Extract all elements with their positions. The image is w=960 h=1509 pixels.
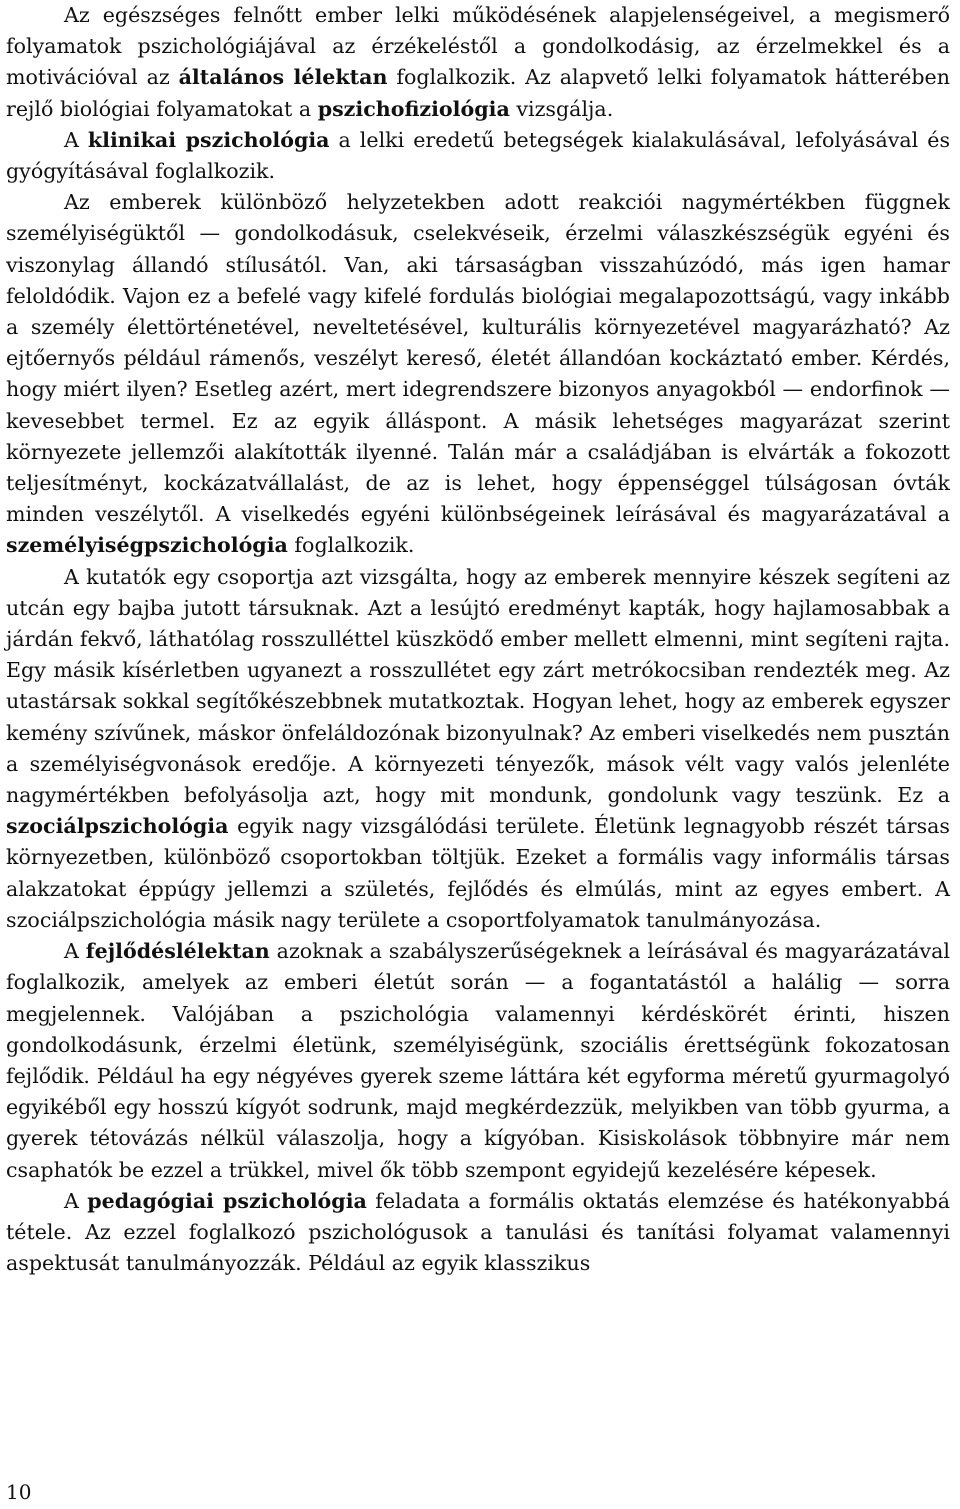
text-run: a lelki eredetű betegségek kialakulásával, lefolyásával és gyógyításával foglalkozik. xyxy=(6,127,951,184)
text-run: foglalkozik. Az alapvető lelki folyamatok hátterében rejlő biológiai folyamatokat a xyxy=(6,65,950,121)
paragraph xyxy=(6,0,950,125)
text-run: Az emberek különböző helyzetekben adott reakciói nagymértékben függnek személyiségüktől — gondolkodásuk, cselekvéseik, érzelmi válaszkészségük egyéni és viszonylag állandó stílusától. Van, aki társaságban visszahúzódó, más igen hamar feloldódik. Vajon ez a befelé vagy kifelé fordulás biológiai megalapozottságú, vagy inkább a személy élettörténetével, neveltetésével, kulturális környezetével magyarázható? Az ejtőernyős például rámenős, veszélyt kereső, életét állandóan kockáztató ember. Kérdés, hogy miért ilyen? Esetleg azért, mert idegrendszere bizonyos anyagokból — endorfinok — kevesebbet termel. Ez az egyik álláspont. A másik lehetséges magyarázat szerint környezete jellemzői alakították ilyenné. Talán már a családjában is elvárták a fokozott teljesítményt, kockázatvállalást, de az is lehet, hogy éppenséggel túlságosan óvták minden veszélytől. A viselkedés egyéni különbségeinek leírásával és magyarázatával a xyxy=(6,190,950,527)
paragraph xyxy=(6,936,950,1186)
text-run: foglalkozik. xyxy=(287,533,415,558)
bold-term: általános lélektan xyxy=(178,65,388,90)
text-run: egyik nagy vizsgálódási területe. Életünk legnagyobb részét társas környezetben, különböző csoportokban töltjük. Ezeket a formális vagy informális társas alakzatokat éppúgy jellemzi a születés, fejlődés és elmúlás, mint az egyes embert. A szociálpszichológia másik nagy területe a csoportfolyamatok tanulmányozása. xyxy=(6,814,950,932)
text-run: A kutatók egy csoportja azt vizsgálta, hogy az emberek mennyire készek segíteni az utcán egy bajba jutott társuknak. Azt a lesújtó eredményt kapták, hogy hajlamosabbak a járdán fekvő, láthatólag rosszulléttel küszködő ember mellett elmenni, mint segíteni rajta. Egy másik kísérletben ugyanezt a rosszullétet egy zárt metrókocsiban rendezték meg. Az utastársak sokkal segítőkészebbnek mutatkoztak. Hogyan lehet, hogy az emberek egyszer kemény szívűnek, máskor önfeláldozónak bizonyulnak? Az emberi viselkedés nem pusztán a személyiségvonások eredője. A környezeti tényezők, mások vélt vagy valós jelenléte nagymértékben befolyásolja azt, hogy mit mondunk, gondolunk vagy teszünk. Ez a xyxy=(6,564,950,808)
text-run: vizsgálja. xyxy=(509,96,614,121)
paragraph xyxy=(6,1186,950,1280)
body-text xyxy=(6,0,950,1279)
text-run: Az egészséges felnőtt ember lelki működésének alapjelenségeivel, a megismerő folyamatok pszichológiájával az érzékeléstől a gondolkodásig, az érzelmekkel és a motivációval az xyxy=(6,3,950,90)
text-run: A xyxy=(64,1188,88,1213)
text-run: feladata a formális oktatás elemzése és hatékonyabbá tétele. Az ezzel foglalkozó pszichológusok a tanulási és tanítási folyamat valamennyi aspektusát tanulmányozzák. Például az egyik klasszikus xyxy=(6,1188,951,1276)
bold-term: szociálpszichológia xyxy=(6,814,229,839)
page-number: 10 xyxy=(6,1480,32,1504)
text-run: A xyxy=(64,939,86,964)
bold-term: személyiségpszichológia xyxy=(6,533,288,558)
bold-term: fejlődéslélektan xyxy=(85,939,270,964)
text-run: A xyxy=(64,127,88,152)
paragraph xyxy=(6,125,950,187)
text-run: azoknak a szabályszerűségeknek a leírásával és magyarázatával foglalkozik, amelyek az emberi életút során — a fogantatástól a halálig — sorra megjelennek. Valójában a pszichológia valamennyi kérdéskörét érinti, hiszen gondolkodásunk, érzelmi életünk, személyiségünk, szociális érettségünk fokozatosan fejlődik. Például ha egy négyéves gyerek szeme láttára két egyforma méretű gyurmagolyó egyikéből egy hosszú kígyót sodrunk, majd megkérdezzük, melyikben van több gyurma, a gyerek tétovázás nélkül válaszolja, hogy a kígyóban. Kisiskolások többnyire már nem csaphatók be ezzel a trükkel, mivel ők több szempont egyidejű kezelésére képesek. xyxy=(6,939,950,1182)
bold-term: pedagógiai pszichológia xyxy=(87,1188,367,1213)
paragraph xyxy=(6,562,950,936)
bold-term: pszichofiziológia xyxy=(317,96,510,121)
bold-term: klinikai pszichológia xyxy=(87,127,330,152)
paragraph xyxy=(6,187,950,561)
